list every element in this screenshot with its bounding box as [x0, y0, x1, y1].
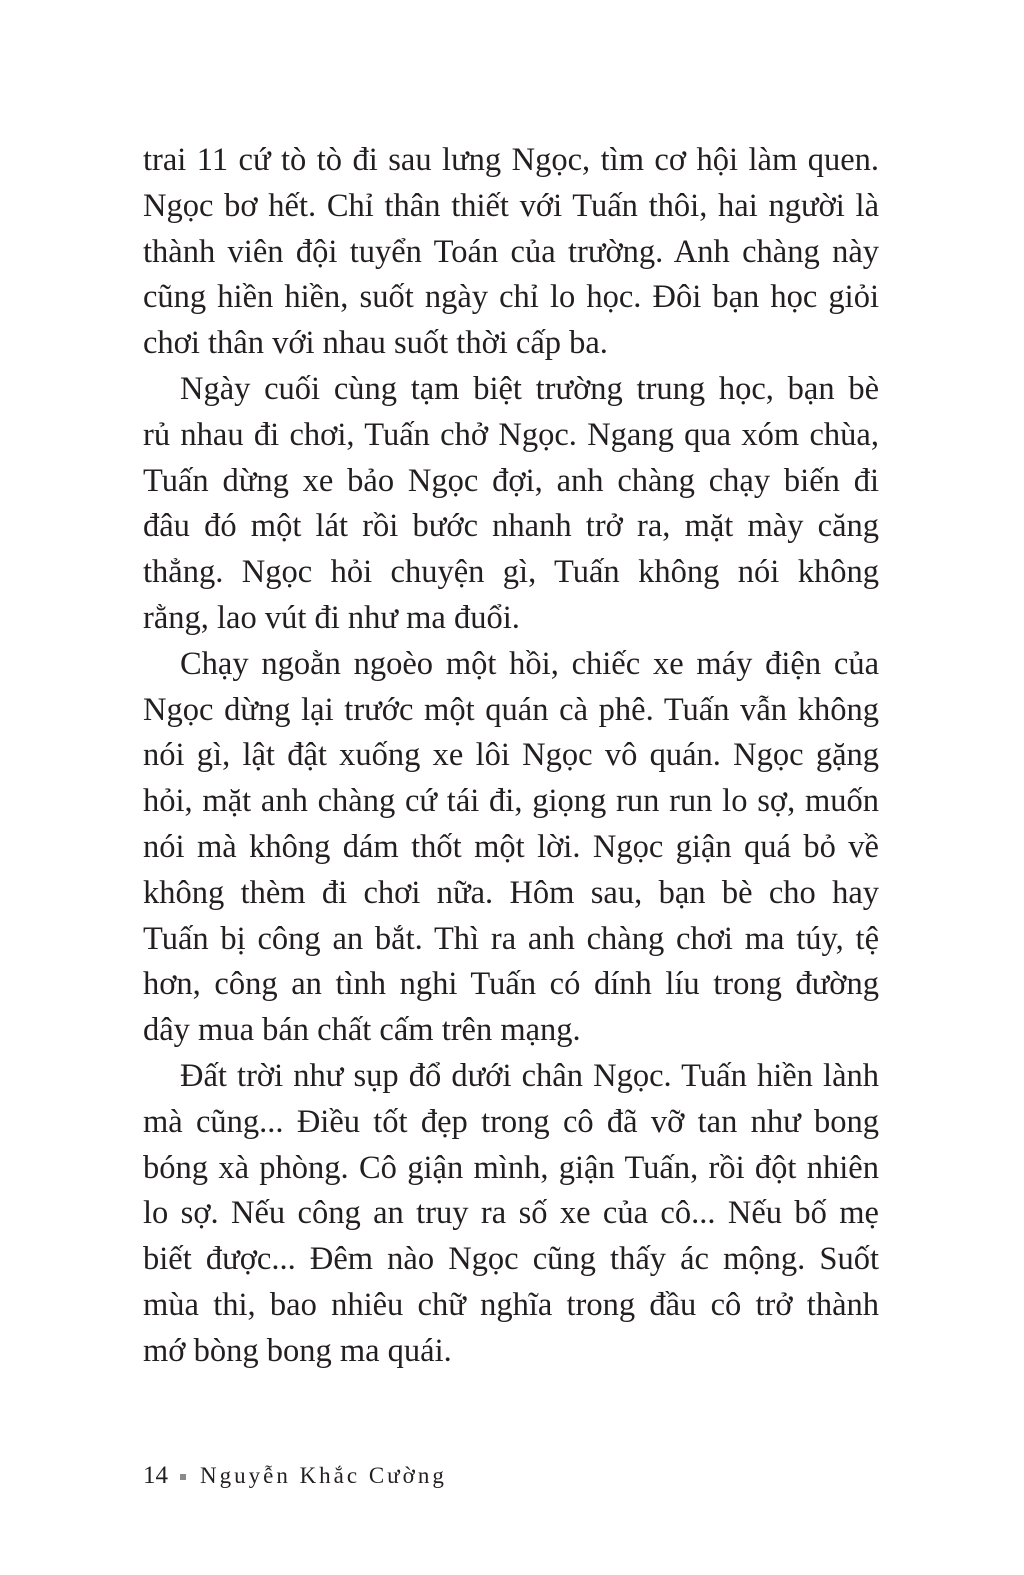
author-name: Nguyễn Khắc Cường	[200, 1463, 447, 1488]
text-line: rủ nhau đi chơi, Tuấn chở Ngọc. Ngang qua xóm chùa,	[143, 416, 879, 453]
text-line: cũng hiền hiền, suốt ngày chỉ lo học. Đôi bạn học giỏi	[143, 279, 879, 316]
text-line: trai 11 cứ tò tò đi sau lưng Ngọc, tìm cơ hội làm quen.	[143, 142, 879, 178]
text-line: không thèm đi chơi nữa. Hôm sau, bạn bè cho hay	[143, 874, 879, 911]
text-line: thành viên đội tuyển Toán của trường. Anh chàng này	[143, 233, 879, 270]
text-line: mớ bòng bong ma quái.	[143, 1332, 452, 1369]
text-line: bóng xà phòng. Cô giận mình, giận Tuấn, rồi đột nhiên	[143, 1149, 879, 1186]
body-text	[143, 138, 879, 1375]
text-line: Tuấn dừng xe bảo Ngọc đợi, anh chàng chạy biến đi	[143, 462, 879, 499]
text-line: Ngọc bơ hết. Chỉ thân thiết với Tuấn thôi, hai người là	[143, 187, 879, 224]
text-line: Tuấn bị công an bắt. Thì ra anh chàng chơi ma túy, tệ	[143, 920, 879, 957]
paragraph	[143, 1054, 879, 1375]
text-line: đâu đó một lát rồi bước nhanh trở ra, mặt mày căng	[143, 508, 879, 545]
text-line: mà cũng... Điều tốt đẹp trong cô đã vỡ tan như bong	[143, 1103, 879, 1140]
text-line: Ngày cuối cùng tạm biệt trường trung học, bạn bè	[180, 370, 879, 407]
text-line: biết được... Đêm nào Ngọc cũng thấy ác mộng. Suốt	[143, 1241, 879, 1278]
text-line: hơn, công an tình nghi Tuấn có dính líu trong đường	[143, 966, 879, 1003]
separator-square-icon	[180, 1474, 186, 1480]
text-line: nói gì, lật đật xuống xe lôi Ngọc vô quán. Ngọc gặng	[143, 737, 879, 774]
paragraph	[143, 138, 879, 367]
text-line: Chạy ngoằn ngoèo một hồi, chiếc xe máy điện của	[180, 645, 879, 682]
text-line: thẳng. Ngọc hỏi chuyện gì, Tuấn không nói không	[143, 554, 879, 591]
text-line: chơi thân với nhau suốt thời cấp ba.	[143, 325, 608, 362]
text-line: Ngọc dừng lại trước một quán cà phê. Tuấn vẫn không	[143, 691, 879, 728]
text-line: mùa thi, bao nhiêu chữ nghĩa trong đầu cô trở thành	[143, 1286, 879, 1323]
text-line: rằng, lao vút đi như ma đuổi.	[143, 599, 520, 636]
page-number: 14	[143, 1462, 168, 1489]
text-line: hỏi, mặt anh chàng cứ tái đi, giọng run run lo sợ, muốn	[143, 783, 879, 820]
paragraph	[143, 642, 879, 1054]
text-line: nói mà không dám thốt một lời. Ngọc giận quá bỏ về	[143, 828, 879, 865]
text-line: lo sợ. Nếu công an truy ra số xe của cô... Nếu bố mẹ	[143, 1195, 879, 1232]
text-line: dây mua bán chất cấm trên mạng.	[143, 1012, 581, 1049]
paragraph	[143, 367, 879, 642]
page-footer	[143, 1462, 447, 1490]
text-line: Đất trời như sụp đổ dưới chân Ngọc. Tuấn hiền lành	[180, 1057, 879, 1094]
